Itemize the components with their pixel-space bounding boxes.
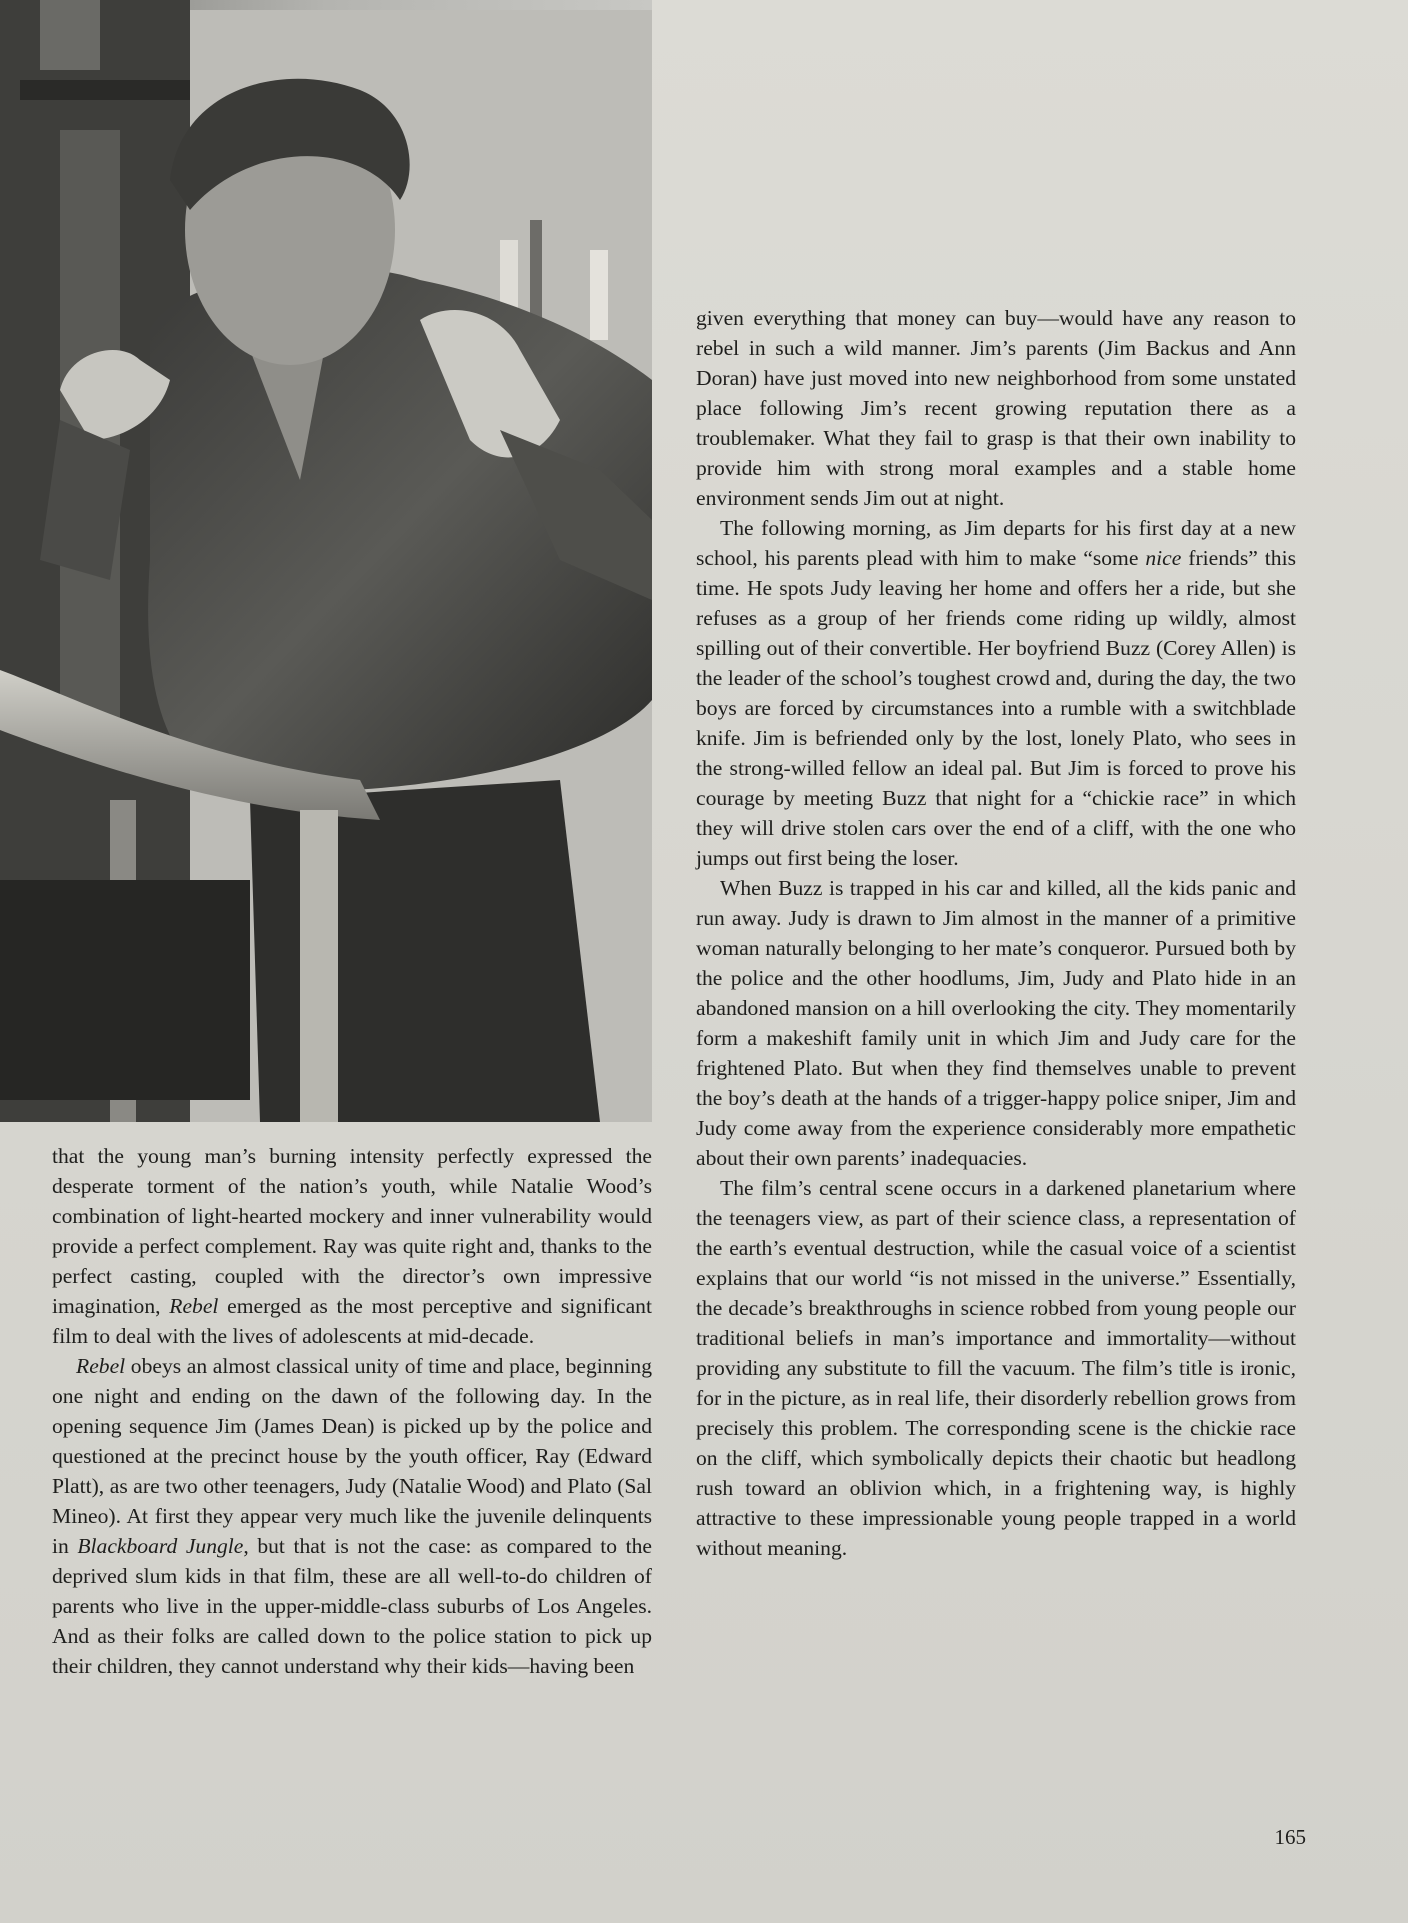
paragraph: When Buzz is trapped in his car and killed, all the kids panic and run away. Judy is drawn to Jim almost in the manner of a primitive woman naturally belonging to her mate’s conqueror. Pursued both by the police and the other hoodlums, Jim, Judy and Plato hide in an abandoned mansion on a hill overlooking the city. They momentarily form a makeshift family unit in which Jim and Judy care for the frightened Plato. But when they find themselves unable to prevent the boy’s death at the hands of a trigger-happy police sniper, Jim and Judy come away from the experience considerably more empathetic about their own parents’ inadequacies. xyxy=(696,876,1296,1170)
paragraph-text: The following morning, as Jim departs for his first day at a new school, his parents plead with him to make “some xyxy=(696,516,1296,570)
page-number: 165 xyxy=(1274,1825,1306,1849)
paragraph xyxy=(52,1351,652,1681)
paragraph: The film’s central scene occurs in a darkened planetarium where the teenagers view, as part of their science class, a representation of the earth’s eventual destruction, while the casual voice of a scientist explains that our world “is not missed in the universe.” Essentially, the decade’s breakthroughs in science robbed from young people our traditional beliefs in man’s importance and immortality—without providing any substitute to fill the vacuum. The film’s title is ironic, for in the picture, as in real life, their disorderly rebellion grows from precisely this problem. The corresponding scene is the chickie race on the cliff, which symbolically depicts their chaotic but headlong rush toward an oblivion which, in a frightening way, is highly attractive to these impressionable young people trapped in a world without meaning. xyxy=(696,1176,1296,1560)
film-title: Rebel xyxy=(76,1354,126,1378)
film-title: Blackboard Jungle xyxy=(77,1534,244,1558)
paragraph-text: that the young man’s burning intensity perfectly expressed the desperate torment of the nation’s youth, while Natalie Wood’s combination of light-hearted mockery and inner vulnerability would provide a perfect complement. Ray was quite right and, thanks to the perfect casting, coupled with the director’s own impressive imagination, xyxy=(52,1144,652,1318)
paragraph-text: emerged as the most perceptive and significant film to deal with the lives of adolescents at mid-decade. xyxy=(52,1294,652,1348)
baluster xyxy=(300,810,338,1122)
paragraph: given everything that money can buy—would have any reason to rebel in such a wild manner. Jim’s parents (Jim Backus and Ann Doran) have just moved into new neighborhood from some unstated place following Jim’s recent growing reputation there as a troublemaker. What they fail to grasp is that their own inability to provide him with strong moral examples and a stable home environment sends Jim out at night. xyxy=(696,306,1296,510)
right-text-column xyxy=(696,303,1296,1563)
film-title: Rebel xyxy=(169,1294,219,1318)
left-text-column xyxy=(52,1141,652,1681)
emphasis: nice xyxy=(1145,546,1182,570)
paragraph xyxy=(696,513,1296,873)
paragraph-text: obeys an almost classical unity of time and place, beginning one night and ending on the dawn of the following day. In the opening sequence Jim (James Dean) is picked up by the police and questioned at the precinct house by the youth officer, Ray (Edward Platt), as are two other teenagers, Judy (Natalie Wood) and Plato (Sal Mineo). At first they appear very much like the juvenile delinquents in xyxy=(52,1354,652,1558)
film-still-photo xyxy=(0,0,652,1122)
paragraph-text: friends” this time. He spots Judy leaving her home and offers her a ride, but she refuses as a group of her friends come riding up wildly, almost spilling out of their convertible. Her boyfriend Buzz (Corey Allen) is the leader of the school’s toughest crowd and, during the day, the two boys are forced by circumstances into a rumble with a switchblade knife. Jim is befriended only by the lost, lonely Plato, who sees in the strong-willed fellow an ideal pal. But Jim is forced to prove his courage by meeting Buzz that night for a “chickie race” in which they will drive stolen cars over the end of a cliff, with the one who jumps out first being the loser. xyxy=(696,546,1296,870)
photo-illustration xyxy=(0,0,652,1122)
paragraph-text: , but that is not the case: as compared to the deprived slum kids in that film, these are all well-to-do children of parents who live in the upper-middle-class suburbs of Los Angeles. And as their folks are called down to the police station to pick up their children, they cannot understand why their kids—having been xyxy=(52,1534,652,1678)
paragraph xyxy=(52,1141,652,1351)
